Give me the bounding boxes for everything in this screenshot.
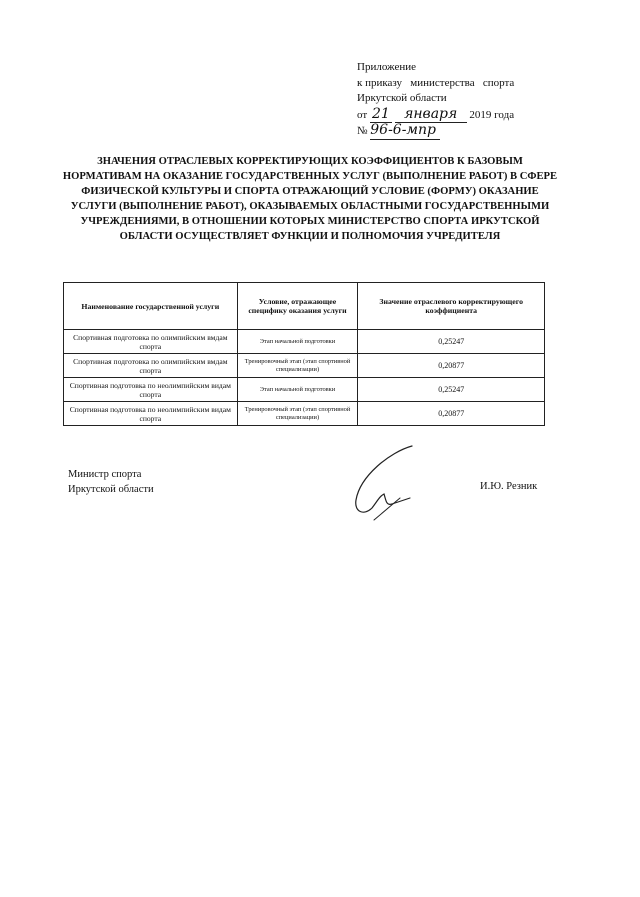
signatory-name: И.Ю. Резник	[480, 481, 538, 492]
cell-service: Спортивная подготовка по неолимпийским видам спорта	[64, 378, 238, 402]
cell-value: 0,25247	[358, 378, 545, 402]
table-row	[64, 330, 545, 354]
appendix-label: Приложение	[357, 61, 417, 73]
signatory-position	[68, 467, 154, 497]
table-row	[64, 402, 545, 426]
header-service: Наименование государственной услуги	[64, 283, 238, 330]
table-row	[64, 354, 545, 378]
cell-service: Спортивная подготовка по неолимпийским видам спорта	[64, 402, 238, 426]
cell-condition: Тренировочный этап (этап спортивной специализации)	[237, 402, 358, 426]
cell-condition: Тренировочный этап (этап спортивной специализации)	[237, 354, 358, 378]
header-condition: Условие, отражающее специфику оказания услуги	[237, 283, 358, 330]
cell-condition: Этап начальной подготовки	[237, 378, 358, 402]
appendix-block	[357, 60, 514, 140]
date-prefix: от	[357, 108, 368, 121]
order-number: 96-6-мпр	[370, 123, 440, 140]
cell-value: 0,25247	[358, 330, 545, 354]
table-header-row	[64, 283, 545, 330]
date-month: января	[395, 107, 467, 124]
appendix-date-line	[357, 107, 514, 124]
cell-service: Спортивная подготовка по олимпийским вмдам спорта	[64, 330, 238, 354]
coefficients-table	[63, 282, 545, 426]
cell-value: 0,20877	[358, 354, 545, 378]
appendix-order-line: к приказу министерства спорта	[357, 76, 515, 89]
date-suffix: 2019 года	[469, 108, 515, 121]
cell-value: 0,20877	[358, 402, 545, 426]
cell-condition: Этап начальной подготовки	[237, 330, 358, 354]
signatory-position-line2: Иркутской области	[68, 484, 154, 495]
appendix-number-line	[357, 123, 514, 140]
date-day: 21	[370, 107, 392, 124]
header-value: Значение отраслевого корректирующего коэффициента	[358, 283, 545, 330]
signatory-position-line1: Министр спорта	[68, 469, 142, 480]
table-row	[64, 378, 545, 402]
handwritten-signature	[340, 438, 430, 528]
document-title: ЗНАЧЕНИЯ ОТРАСЛЕВЫХ КОРРЕКТИРУЮЩИХ КОЭФФИЦИЕНТОВ К БАЗОВЫМ НОРМАТИВАМ НА ОКАЗАНИЕ ГОСУДАРСТВЕННЫХ УСЛУГ (ВЫПОЛНЕНИЕ РАБОТ) В СФЕРЕ ФИЗИЧЕСКОЙ КУЛЬТУРЫ И СПОРТА ОТРАЖАЮЩИЙ УСЛОВИЕ (ФОРМУ) ОКАЗАНИЕ УСЛУГИ (ВЫПОЛНЕНИЕ РАБОТ), ОКАЗЫВАЕМЫХ ОБЛАСТНЫМИ ГОСУДАРСТВЕННЫМИ УЧРЕЖДЕНИЯМИ, В ОТНОШЕНИИ КОТОРЫХ МИНИСТЕРСТВО СПОРТА ИРКУТСКОЙ ОБЛАСТИ ОСУЩЕСТВЛЯЕТ ФУНКЦИИ И ПОЛНОМОЧИЯ УЧРЕДИТЕЛЯ	[62, 156, 558, 242]
appendix-region-line: Иркутской области	[357, 92, 447, 104]
number-prefix: №	[357, 125, 368, 137]
cell-service: Спортивная подготовка по олимпийским вмдам спорта	[64, 354, 238, 378]
